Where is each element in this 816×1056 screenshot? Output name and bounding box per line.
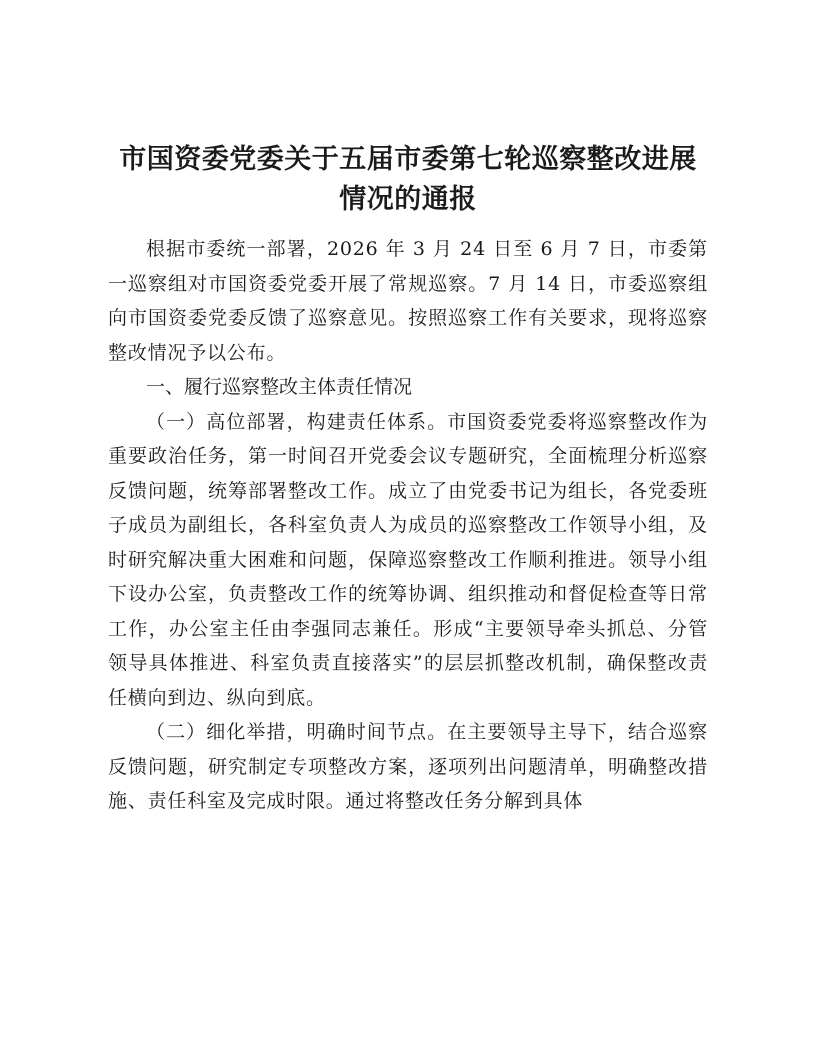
- intro-paragraph: 根据市委统一部署，2026 年 3 月 24 日至 6 月 7 日，市委第一巡察组对市国资委党委开展了常规巡察。7 月 14 日，市委巡察组向市国资委党委反馈了巡察意见。按照巡察工作有关要求，现将巡察整改情况予以公布。: [108, 238, 708, 364]
- item-1-text: 市国资委党委将巡察整改作为重要政治任务，第一时间召开党委会议专题研究，全面梳理分析巡察反馈问题，统筹部署整改工作。成立了由党委书记为组长，各党委班子成员为副组长，各科室负责人为成员的巡察整改工作领导小组，及时研究解决重大困难和问题，保障巡察整改工作顺利推进。领导小组下设办公室，负责整改工作的统筹协调、组织推动和督促检查等日常工作，办公室主任由李强同志兼任。形成“主要领导牵头抓总、分管领导具体推进、科室负责直接落实”的层层抓整改机制，确保整改责任横向到边、纵向到底。: [108, 410, 708, 709]
- item-2-lead: （二）细化举措，明确时间节点。: [146, 721, 448, 743]
- item-2-paragraph: [108, 715, 708, 819]
- section-heading: 一、履行巡察整改主体责任情况: [146, 376, 413, 398]
- document-title: 市国资委党委关于五届市委第七轮巡察整改进展情况的通报: [119, 144, 697, 215]
- item-2-text: 在主要领导主导下，结合巡察反馈问题，研究制定专项整改方案，逐项列出问题清单，明确整改措施、责任科室及完成时限。通过将整改任务分解到具体: [108, 721, 708, 812]
- item-1-lead: （一）高位部署，构建责任体系。: [146, 410, 448, 433]
- document-page: [108, 140, 708, 819]
- item-1-paragraph: [108, 405, 708, 716]
